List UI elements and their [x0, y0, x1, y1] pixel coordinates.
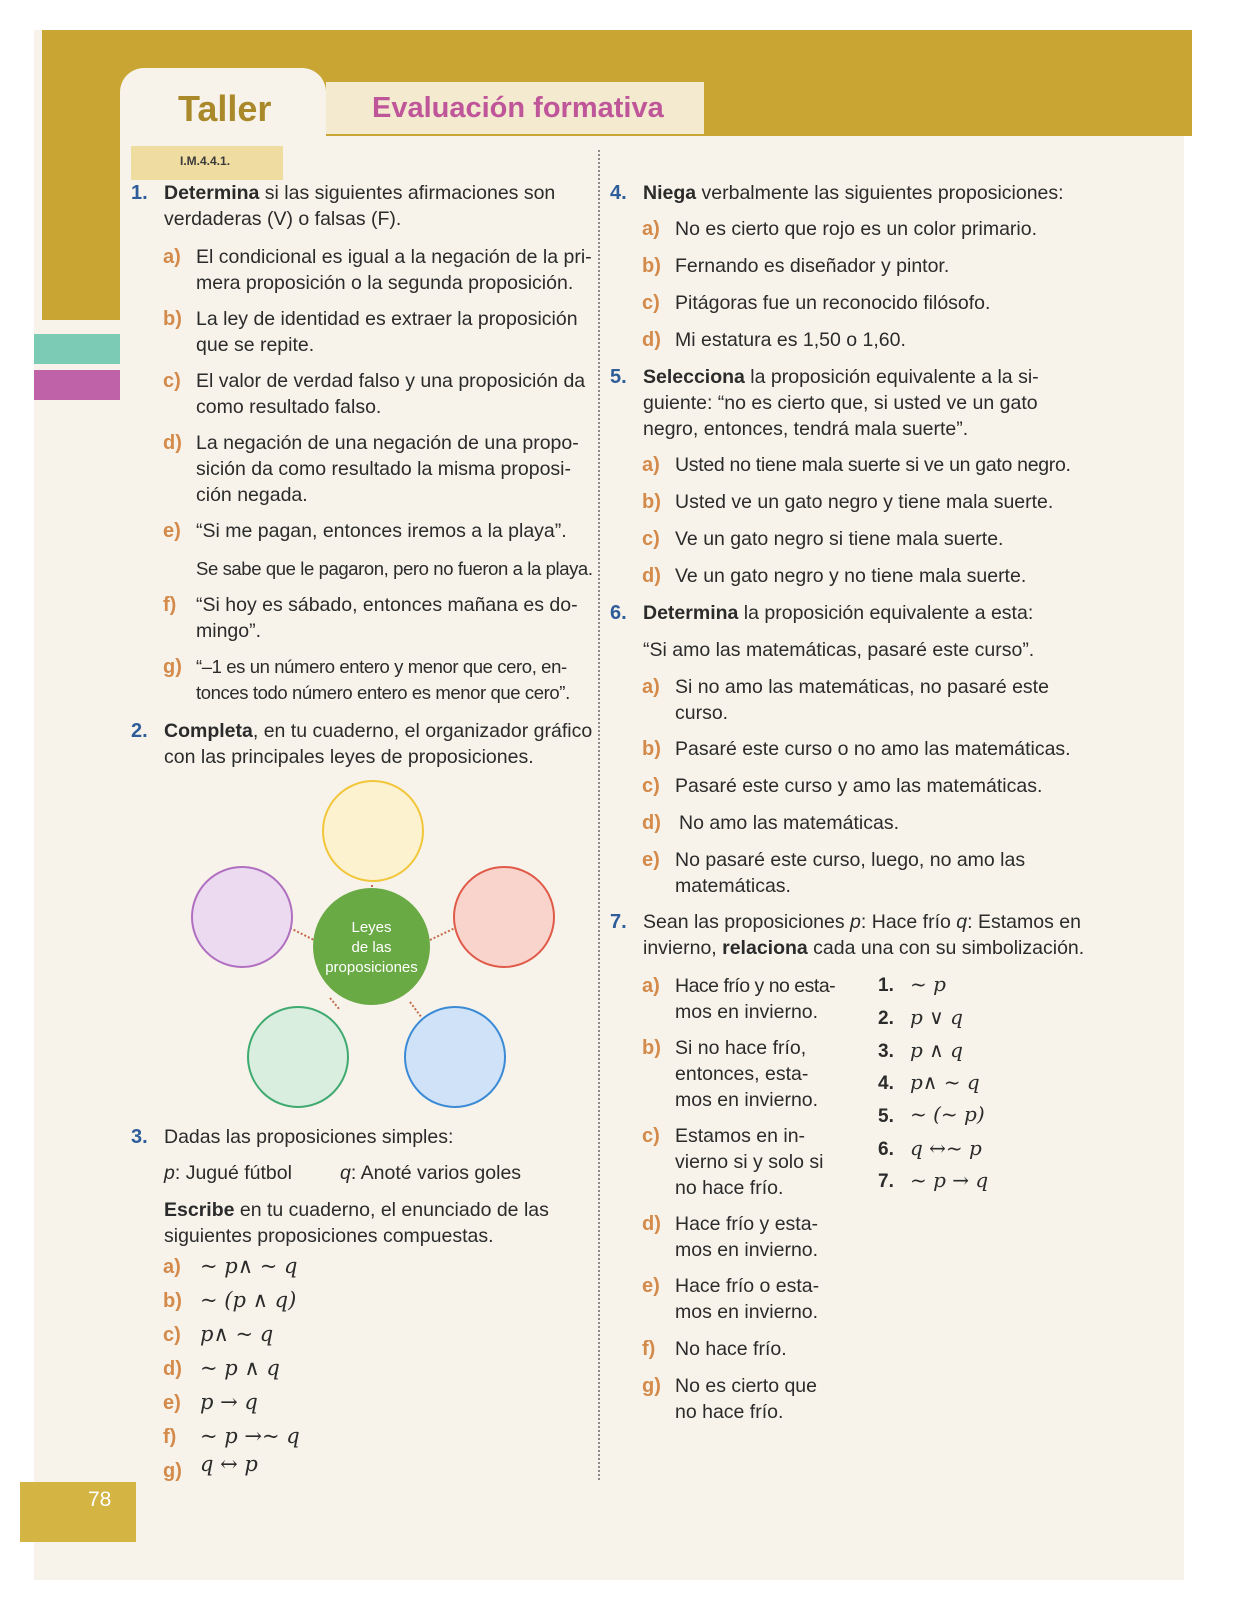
q6-number: 6.	[610, 602, 627, 624]
center-label-line2: de las	[351, 939, 392, 956]
law-circle-bottom-left	[247, 1006, 349, 1108]
q5-item-b-letter: b)	[642, 491, 661, 513]
q7-verb: relaciona	[722, 937, 808, 959]
q6-item-b-line1: Pasaré este curso o no amo las matemáticas.	[675, 738, 1071, 760]
q3-item-c-expr: p∧ ~ q	[200, 1322, 274, 1346]
indicator-code: I.M.4.4.1.	[180, 154, 231, 168]
q4-item-c-text: Pitágoras fue un reconocido filósofo.	[675, 292, 991, 314]
q7-item-c-letter: c)	[642, 1125, 660, 1147]
q7-item-a-line2: mos en invierno.	[675, 1001, 819, 1023]
q4-item-d-letter: d)	[642, 329, 661, 351]
pink-strip	[34, 370, 120, 400]
q7-item-b-line3: mos en invierno.	[675, 1089, 819, 1111]
q5-line1-rest: la proposición equivalente a la si-	[744, 366, 1039, 388]
q3-item-b-expr: ~ (p ∧ q)	[200, 1288, 297, 1312]
q7-item-e-line1: Hace frío o esta-	[675, 1275, 820, 1297]
q1-item-b-letter: b)	[163, 308, 182, 330]
q6-item-d-letter: d)	[642, 812, 661, 834]
symbol-7-number: 7.	[878, 1171, 894, 1192]
q5-item-c-letter: c)	[642, 528, 660, 550]
section-title: Evaluación formativa	[372, 92, 664, 124]
q5-item-a-letter: a)	[642, 454, 660, 476]
symbol-3-number: 3.	[878, 1041, 894, 1062]
q3-line2: siguientes proposiciones compuestas.	[164, 1225, 494, 1247]
q7-line2	[643, 935, 1084, 961]
q1-item-d-line1: La negación de una negación de una propo-	[196, 432, 579, 454]
q7-item-c-line3: no hace frío.	[675, 1177, 784, 1199]
law-circle-bottom-right	[404, 1006, 506, 1108]
center-label	[313, 918, 430, 978]
q4-number: 4.	[610, 182, 627, 204]
connector-right	[430, 928, 455, 940]
q4-item-d-text: Mi estatura es 1,50 o 1,60.	[675, 329, 906, 351]
symbol-4-number: 4.	[878, 1073, 894, 1094]
symbol-1-number: 1.	[878, 975, 894, 996]
connector-bottom-left	[330, 998, 340, 1010]
q1-item-a-letter: a)	[163, 246, 181, 268]
symbol-5-expr: ~ (~ p)	[910, 1102, 985, 1126]
q7-item-f-letter: f)	[642, 1338, 656, 1360]
center-label-line1: Leyes	[351, 919, 392, 936]
connector-left	[290, 928, 314, 940]
q7-item-d-line1: Hace frío y esta-	[675, 1213, 819, 1235]
symbol-2-number: 2.	[878, 1008, 894, 1029]
q6-item-e-line1: No pasaré este curso, luego, no amo las	[675, 849, 1026, 871]
column-divider	[598, 150, 600, 1480]
q5-item-d-text: Ve un gato negro y no tiene mala suerte.	[675, 565, 1027, 587]
q1-item-f-line1: “Si hoy es sábado, entonces mañana es do-	[196, 594, 578, 616]
q3-q-text: : Anoté varios goles	[350, 1162, 522, 1184]
q1-item-f-line2: mingo”.	[196, 620, 262, 642]
q1-item-g-line2: tonces todo número entero es menor que cero”.	[196, 682, 570, 703]
q3-item-b-letter: b)	[163, 1290, 182, 1312]
symbol-5-number: 5.	[878, 1106, 894, 1127]
q6-item-e-line2: matemáticas.	[675, 875, 791, 897]
symbol-6-number: 6.	[878, 1139, 894, 1160]
q6-item-c-letter: c)	[642, 775, 660, 797]
q1-item-c-letter: c)	[163, 370, 181, 392]
q5-verb: Selecciona	[643, 366, 745, 388]
q7-item-g-line2: no hace frío.	[675, 1401, 784, 1423]
law-circle-left	[191, 866, 293, 968]
q4-verb: Niega	[643, 182, 697, 204]
q1-number: 1.	[131, 182, 148, 204]
connector-bottom-right	[410, 1002, 422, 1018]
q5-item-a-text: Usted no tiene mala suerte si ve un gato negro.	[675, 454, 1071, 476]
q7-line1-a: Sean las proposiciones	[643, 911, 851, 933]
q1-item-f-letter: f)	[163, 594, 177, 616]
q7-item-a-line1: Hace frío y no esta-	[675, 975, 836, 997]
q4-item-b-letter: b)	[642, 255, 661, 277]
q7-item-b-line2: entonces, esta-	[675, 1063, 809, 1085]
q1-line1-rest: si las siguientes afirmaciones son	[264, 182, 556, 204]
q4-item-b-text: Fernando es diseñador y pintor.	[675, 255, 950, 277]
q3-item-e-expr: p → q	[200, 1390, 258, 1414]
q6-item-a-line2: curso.	[675, 702, 729, 724]
left-margin-band	[42, 30, 120, 320]
q7-item-e-line2: mos en invierno.	[675, 1301, 819, 1323]
q6-line1	[643, 600, 1033, 626]
q2-line2: con las principales leyes de proposiciones.	[164, 746, 534, 768]
q7-number: 7.	[610, 911, 627, 933]
q1-item-c-line1: El valor de verdad falso y una proposición da	[196, 370, 586, 392]
q3-item-e-letter: e)	[163, 1392, 181, 1414]
symbol-1-expr: ~ p	[910, 972, 946, 996]
q7-p: p	[850, 911, 861, 933]
q7-item-d-letter: d)	[642, 1213, 661, 1235]
q6-item-e-letter: e)	[642, 849, 660, 871]
q5-item-d-letter: d)	[642, 565, 661, 587]
q3-verb: Escribe	[164, 1199, 235, 1221]
q3-intro: Dadas las proposiciones simples:	[164, 1126, 454, 1148]
q7-q: q	[956, 911, 968, 933]
q7-item-g-letter: g)	[642, 1375, 661, 1397]
q1-item-b-line1: La ley de identidad es extraer la proposición	[196, 308, 578, 330]
q1-item-d-line3: ción negada.	[196, 484, 308, 506]
q5-item-b-text: Usted ve un gato negro y tiene mala suerte.	[675, 491, 1054, 513]
q7-item-e-letter: e)	[642, 1275, 660, 1297]
page-number: 78	[88, 1488, 112, 1511]
q3-p-definition	[164, 1160, 292, 1186]
q6-item-b-letter: b)	[642, 738, 661, 760]
q1-line2: verdaderas (V) o falsas (F).	[164, 208, 402, 230]
q1-item-e-letter: e)	[163, 520, 181, 542]
symbol-2-expr: p ∨ q	[910, 1005, 963, 1029]
q1-item-a-line2: mera proposición o la segunda proposición.	[196, 272, 574, 294]
q3-item-a-letter: a)	[163, 1256, 181, 1278]
symbol-6-expr: q ↔~ p	[910, 1136, 982, 1160]
q1-item-d-line2: sición da como resultado la misma proposi-	[196, 458, 571, 480]
q7-item-c-line1: Estamos en in-	[675, 1125, 806, 1147]
q1-item-g-letter: g)	[163, 656, 182, 678]
taller-title: Taller	[178, 88, 272, 129]
q3-item-f-expr: ~ p →~ q	[200, 1424, 300, 1448]
law-circle-right	[453, 866, 555, 968]
q3-item-f-letter: f)	[163, 1426, 177, 1448]
q4-rest: verbalmente las siguientes proposiciones:	[696, 182, 1064, 204]
q5-item-c-text: Ve un gato negro si tiene mala suerte.	[675, 528, 1004, 550]
q2-line1-rest: , en tu cuaderno, el organizador gráfico	[252, 720, 593, 742]
q3-p-text: : Jugué fútbol	[174, 1162, 292, 1184]
q7-item-d-line2: mos en invierno.	[675, 1239, 819, 1261]
q3-line1-rest: en tu cuaderno, el enunciado de las	[234, 1199, 549, 1221]
q6-item-a-line1: Si no amo las matemáticas, no pasaré este	[675, 676, 1049, 698]
q1-verb: Determina	[164, 182, 260, 204]
q1-item-b-line2: que se repite.	[196, 334, 315, 356]
q4-line1	[643, 180, 1064, 206]
q7-line1	[643, 909, 1081, 935]
q1-item-a-line1: El condicional es igual a la negación de la pri-	[196, 246, 592, 268]
q3-line1	[164, 1197, 549, 1223]
q3-q-label: q	[340, 1162, 351, 1184]
center-label-line3: proposiciones	[325, 959, 418, 976]
q1-item-g-line1: “–1 es un número entero y menor que cero, en-	[196, 656, 567, 677]
q7-item-a-letter: a)	[642, 975, 660, 997]
q3-item-a-expr: ~ p∧ ~ q	[200, 1254, 298, 1278]
q7-line1-b: : Hace frío	[860, 911, 957, 933]
q5-number: 5.	[610, 366, 627, 388]
q3-item-g-letter: g)	[163, 1460, 182, 1482]
q1-line1	[164, 180, 555, 206]
q7-item-b-letter: b)	[642, 1037, 661, 1059]
q3-item-d-letter: d)	[163, 1358, 182, 1380]
q6-rest: la proposición equivalente a esta:	[738, 602, 1034, 624]
q6-item-d-line1: No amo las matemáticas.	[679, 812, 899, 834]
q7-line2-a: invierno,	[643, 937, 723, 959]
q1-item-d-letter: d)	[163, 432, 182, 454]
q7-line1-c: : Estamos en	[967, 911, 1081, 933]
q5-line1	[643, 364, 1039, 390]
q3-item-c-letter: c)	[163, 1324, 181, 1346]
q1-item-e-line2: Se sabe que le pagaron, pero no fueron a la playa.	[196, 558, 593, 579]
q4-item-a-letter: a)	[642, 218, 660, 240]
q3-p-label: p	[164, 1162, 175, 1184]
symbol-4-expr: p∧ ~ q	[910, 1070, 980, 1094]
teal-strip	[34, 334, 120, 364]
q3-item-d-expr: ~ p ∧ q	[200, 1356, 280, 1380]
q5-line3: negro, entonces, tendrá mala suerte”.	[643, 418, 969, 440]
q3-q-definition	[340, 1160, 521, 1186]
q5-line2: guiente: “no es cierto que, si usted ve un gato	[643, 392, 1038, 414]
q6-item-a-letter: a)	[642, 676, 660, 698]
symbol-7-expr: ~ p → q	[910, 1168, 989, 1192]
q6-item-c-line1: Pasaré este curso y amo las matemáticas.	[675, 775, 1043, 797]
q2-verb: Completa	[164, 720, 253, 742]
q7-item-b-line1: Si no hace frío,	[675, 1037, 807, 1059]
q3-item-g-expr: q ↔ p	[200, 1452, 258, 1476]
q3-number: 3.	[131, 1126, 148, 1148]
q1-item-c-line2: como resultado falso.	[196, 396, 382, 418]
q2-number: 2.	[131, 720, 148, 742]
q7-item-c-line2: vierno si y solo si	[675, 1151, 824, 1173]
q2-line1	[164, 718, 592, 744]
q7-item-g-line1: No es cierto que	[675, 1375, 817, 1397]
q6-quote: “Si amo las matemáticas, pasaré este curso”.	[643, 639, 1035, 661]
q4-item-c-letter: c)	[642, 292, 660, 314]
q7-line2-b: cada una con su simbolización.	[807, 937, 1085, 959]
q6-verb: Determina	[643, 602, 739, 624]
q1-item-e-line1: “Si me pagan, entonces iremos a la playa”.	[196, 520, 567, 542]
page-number-box	[20, 1482, 136, 1542]
law-circle-top	[322, 780, 424, 882]
symbol-3-expr: p ∧ q	[910, 1038, 963, 1062]
q7-item-f-line1: No hace frío.	[675, 1338, 787, 1360]
q4-item-a-text: No es cierto que rojo es un color primario.	[675, 218, 1037, 240]
